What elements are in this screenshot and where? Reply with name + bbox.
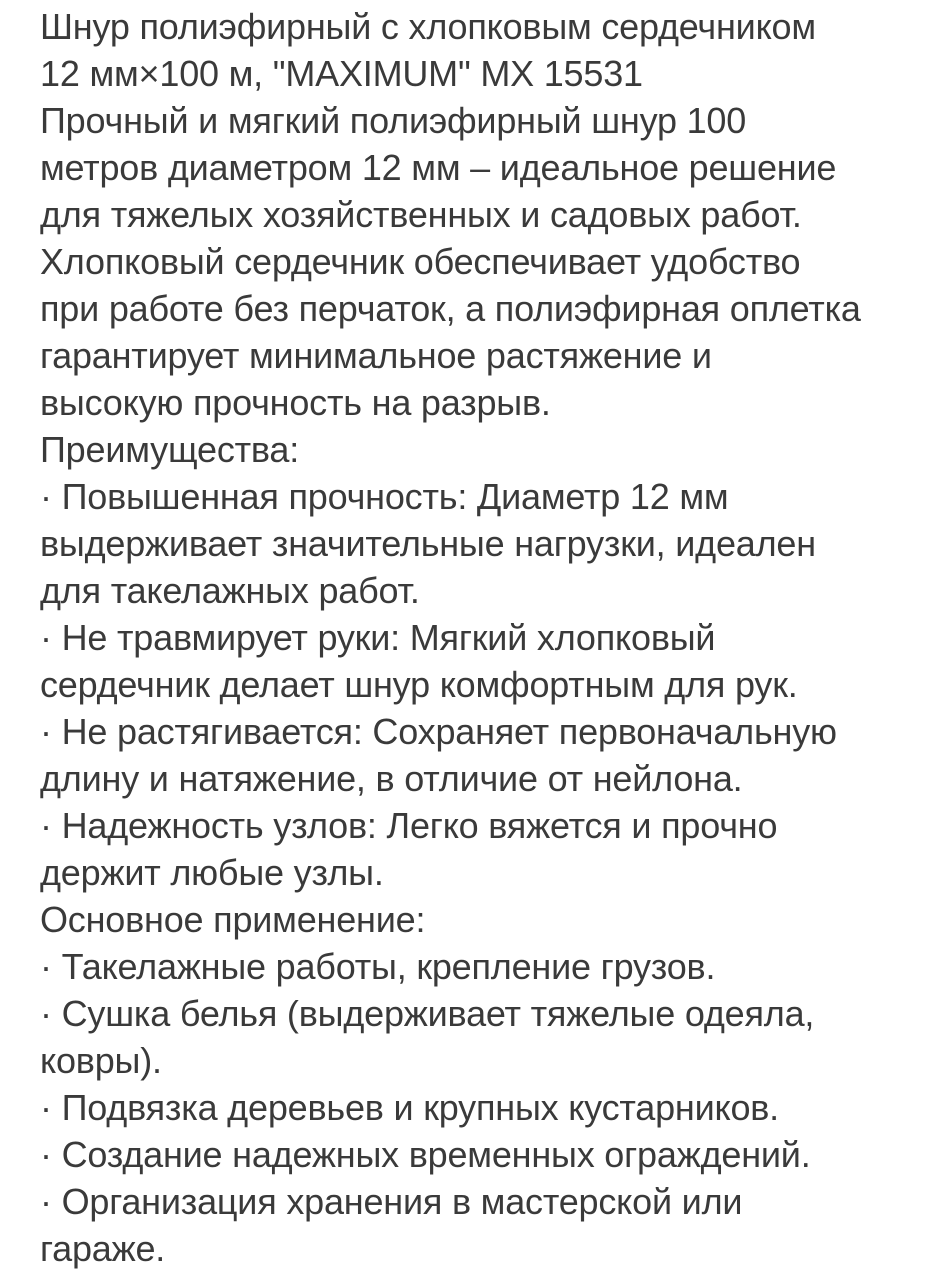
description-line: · Повышенная прочность: Диаметр 12 мм (40, 476, 729, 517)
description-line: 12 мм×100 м, "MAXIMUM" MX 15531 (40, 53, 643, 94)
description-line: · Не растягивается: Сохраняет первоначальную (40, 711, 837, 752)
description-line: Преимущества: (40, 429, 300, 470)
description-line: · Подвязка деревьев и крупных кустарников. (40, 1087, 779, 1128)
description-line: ковры). (40, 1040, 162, 1081)
description-line: длину и натяжение, в отличие от нейлона. (40, 758, 743, 799)
description-line: для такелажных работ. (40, 570, 420, 611)
description-line: при работе без перчаток, а полиэфирная оплетка (40, 288, 861, 329)
description-line: для тяжелых хозяйственных и садовых работ. (40, 194, 802, 235)
description-line: Шнур полиэфирный с хлопковым сердечником (40, 6, 816, 47)
description-line: гарантирует минимальное растяжение и (40, 335, 712, 376)
description-line: · Не травмирует руки: Мягкий хлопковый (40, 617, 716, 658)
description-line: высокую прочность на разрыв. (40, 382, 551, 423)
description-line: · Создание надежных временных ограждений. (40, 1134, 811, 1175)
description-line: выдерживает значительные нагрузки, идеален (40, 523, 816, 564)
description-line: · Такелажные работы, крепление грузов. (40, 946, 716, 987)
description-line: · Надежность узлов: Легко вяжется и прочно (40, 805, 778, 846)
description-line: Основное применение: (40, 899, 426, 940)
description-line: Прочный и мягкий полиэфирный шнур 100 (40, 100, 747, 141)
description-line: держит любые узлы. (40, 852, 384, 893)
description-line: · Сушка белья (выдерживает тяжелые одеяла, (40, 993, 815, 1034)
description-line: метров диаметром 12 мм – идеальное решение (40, 147, 837, 188)
description-line: гараже. (40, 1228, 166, 1269)
description-line: сердечник делает шнур комфортным для рук. (40, 664, 798, 705)
description-line: · Организация хранения в мастерской или (40, 1181, 743, 1222)
description-line: Хлопковый сердечник обеспечивает удобство (40, 241, 801, 282)
